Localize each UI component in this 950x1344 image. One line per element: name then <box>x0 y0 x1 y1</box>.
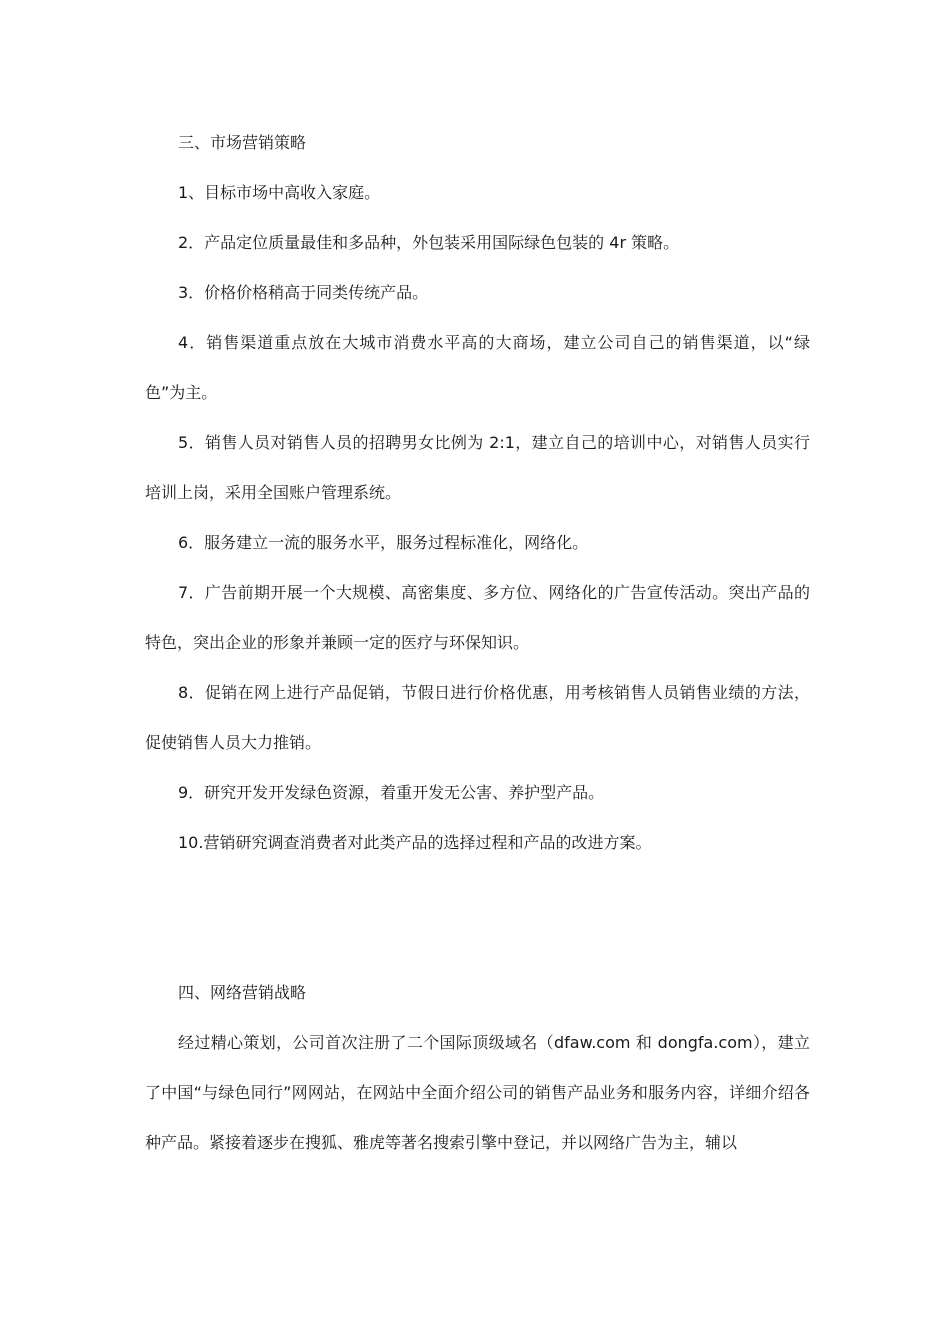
strategy-item-promotion: 8．促销在网上进行产品促销，节假日进行价格优惠，用考核销售人员销售业绩的方法，促使销售人员大力推销。 <box>145 683 810 752</box>
strategy-item-product-positioning: 2．产品定位质量最佳和多品种，外包装采用国际绿色包装的 4r 策略。 <box>178 233 680 252</box>
strategy-item-marketing-research: 10.营销研究调查消费者对此类产品的选择过程和产品的改进方案。 <box>178 833 652 852</box>
online-strategy-paragraph: 经过精心策划，公司首次注册了二个国际顶级域名（dfaw.com 和 dongfa.com），建立了中国“与绿色同行”网网站，在网站中全面介绍公司的销售产品业务和服务内容，详细介绍各种产品。紧接着逐步在搜狐、雅虎等著名搜索引擎中登记，并以网络广告为主，辅以 <box>145 1033 810 1152</box>
strategy-item-price: 3．价格价格稍高于同类传统产品。 <box>178 283 429 302</box>
section-heading-online-strategy: 四、网络营销战略 <box>178 983 307 1002</box>
strategy-item-target-market: 1、目标市场中高收入家庭。 <box>178 183 381 202</box>
section-heading-market-strategy: 三、市场营销策略 <box>178 133 307 152</box>
strategy-item-advertising: 7．广告前期开展一个大规模、高密集度、多方位、网络化的广告宣传活动。突出产品的特色，突出企业的形象并兼顾一定的医疗与环保知识。 <box>145 583 810 652</box>
strategy-item-service: 6．服务建立一流的服务水平，服务过程标准化，网络化。 <box>178 533 589 552</box>
strategy-item-research-development: 9．研究开发开发绿色资源，着重开发无公害、养护型产品。 <box>178 783 605 802</box>
document-body <box>145 118 810 1168</box>
strategy-item-sales-staff: 5．销售人员对销售人员的招聘男女比例为 2:1，建立自己的培训中心，对销售人员实行培训上岗，采用全国账户管理系统。 <box>145 433 810 502</box>
strategy-item-sales-channel: 4．销售渠道重点放在大城市消费水平高的大商场，建立公司自己的销售渠道，以“绿色”为主。 <box>145 333 810 402</box>
section-spacer <box>145 868 810 968</box>
